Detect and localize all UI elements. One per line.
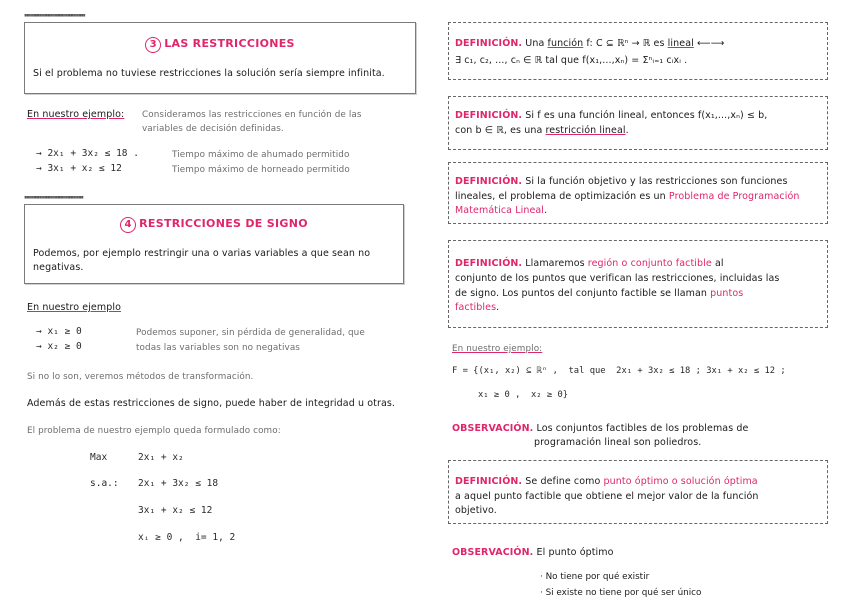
restriction-2: → 3x₁ + x₂ ≤ 12 bbox=[36, 163, 122, 174]
definition-5-line-2: a aquel punto factible que obtiene el mejor valor de la función bbox=[455, 491, 759, 502]
restriction-1: → 2x₁ + 3x₂ ≤ 18 . bbox=[36, 148, 139, 159]
definition-linear-function-box bbox=[448, 22, 828, 80]
observation-1-line-1: OBSERVACIÓN. Los conjuntos factibles de los problemas de bbox=[452, 423, 749, 434]
definition-4-line-4: factibles. bbox=[455, 302, 500, 313]
observation-1-line-2: programación lineal son poliedros. bbox=[534, 437, 702, 448]
integrity-text: Además de estas restricciones de signo, puede haber de integridad u otras. bbox=[27, 398, 396, 409]
transformation-text: Si no lo son, veremos métodos de transformación. bbox=[27, 372, 254, 382]
feasible-set-line-1: F = {(x₁, x₂) ⊆ ℝⁿ , tal que 2x₁ + 3x₂ ≤ 18 ; 3x₁ + x₂ ≤ 12 ; bbox=[452, 366, 786, 376]
model-constraint-2: 3x₁ + x₂ ≤ 12 bbox=[138, 505, 213, 516]
definition-3-line-1: DEFINICIÓN. Si la función objetivo y las restricciones son funciones bbox=[455, 176, 788, 187]
model-constraint-3: xᵢ ≥ 0 , i= 1, 2 bbox=[138, 532, 236, 543]
model-st-label: s.a.: bbox=[90, 478, 119, 489]
definition-2-line-2: con b ∈ ℝ, es una restricción lineal. bbox=[455, 125, 629, 136]
definition-4-line-2: conjunto de los puntos que verifican las restricciones, incluidas las bbox=[455, 273, 780, 284]
model-constraint-1: 2x₁ + 3x₂ ≤ 18 bbox=[138, 478, 219, 489]
definition-3-line-2: lineales, el problema de optimización es un Problema de Programación bbox=[455, 191, 800, 202]
restriction-2-note: Tiempo máximo de horneado permitido bbox=[172, 165, 350, 175]
sign-note-1: Podemos suponer, sin pérdida de generalidad, que bbox=[136, 328, 365, 338]
definition-5-line-3: objetivo. bbox=[455, 505, 497, 516]
example-3-label: En nuestro ejemplo: bbox=[452, 344, 543, 354]
double-arrow-icon: ⟵⟶ bbox=[697, 38, 725, 49]
restriction-1-note: Tiempo máximo de ahumado permitido bbox=[172, 150, 350, 160]
definition-4-line-1: DEFINICIÓN. Llamaremos región o conjunto factible al bbox=[455, 258, 724, 269]
definition-2-line-1: DEFINICIÓN. Si f es una función lineal, entonces f(x₁,...,xₙ) ≤ b, bbox=[455, 110, 768, 121]
definition-1-line-2: ∃ c₁, c₂, ..., cₙ ∈ ℝ tal que f(x₁,...,xₙ) = Σⁿᵢ₌₁ cᵢxᵢ . bbox=[455, 55, 688, 66]
model-objective: 2x₁ + x₂ bbox=[138, 452, 184, 463]
model-max-label: Max bbox=[90, 452, 108, 463]
definition-3-line-3: Matemática Lineal. bbox=[455, 205, 548, 216]
definition-1-line-1: DEFINICIÓN. Una función f: C ⊆ ℝⁿ → ℝ es lineal ⟵⟶ bbox=[455, 38, 725, 49]
definition-5-line-1: DEFINICIÓN. Se define como punto óptimo o solución óptima bbox=[455, 476, 758, 487]
section-4-text-2: negativas. bbox=[33, 262, 84, 273]
definition-lp-problem-box bbox=[448, 162, 828, 224]
section-4-number: 4 bbox=[120, 217, 136, 233]
notebook-spiral-top-2: ᑊᑊᑊᑊᑊᑊᑊᑊᑊᑊᑊᑊᑊᑊᑊᑊᑊᑊᑊᑊᑊᑊᑊᑊᑊᑊᑊᑊᑊᑊᑊᑊᑊᑊᑊᑊᑊᑊᑊᑊᑊᑊᑊᑊᑊᑊᑊᑊᑊᑊᑊᑊᑊᑊᑊᑊᑊᑊᑊᑊᑊᑊᑊᑊ bbox=[24, 196, 83, 204]
section-4-box bbox=[24, 204, 404, 284]
feasible-set-line-2: x₁ ≥ 0 , x₂ ≥ 0} bbox=[478, 390, 569, 400]
sign-constraint-2: → x₂ ≥ 0 bbox=[36, 341, 82, 352]
definition-feasible-region-box bbox=[448, 240, 828, 328]
observation-2-heading: OBSERVACIÓN. El punto óptimo bbox=[452, 547, 614, 558]
section-4-text-1: Podemos, por ejemplo restringir una o varias variables a que sean no bbox=[33, 248, 371, 259]
example-1-label: En nuestro ejemplo: bbox=[27, 109, 125, 120]
definition-4-line-3: de signo. Los puntos del conjunto factible se llaman puntos bbox=[455, 288, 744, 299]
notebook-spiral-top-1: ᑊᑊᑊᑊᑊᑊᑊᑊᑊᑊᑊᑊᑊᑊᑊᑊᑊᑊᑊᑊᑊᑊᑊᑊᑊᑊᑊᑊᑊᑊᑊᑊᑊᑊᑊᑊᑊᑊᑊᑊᑊᑊᑊᑊᑊᑊᑊᑊᑊᑊᑊᑊᑊᑊᑊᑊᑊᑊᑊᑊᑊᑊᑊᑊᑊᑊ bbox=[24, 14, 85, 22]
sign-constraint-1: → x₁ ≥ 0 bbox=[36, 326, 82, 337]
section-3-number: 3 bbox=[145, 37, 161, 53]
observation-2-bullet-1: · No tiene por qué existir bbox=[540, 572, 650, 582]
example-2-label: En nuestro ejemplo bbox=[27, 302, 121, 313]
section-4-title: 4 RESTRICCIONES DE SIGNO bbox=[25, 217, 403, 233]
section-3-text: Si el problema no tuviese restricciones la solución sería siempre infinita. bbox=[33, 68, 385, 79]
formulated-text: El problema de nuestro ejemplo queda formulado como: bbox=[27, 426, 281, 436]
sign-note-2: todas las variables son no negativas bbox=[136, 343, 300, 353]
example-1-text-1: Consideramos las restricciones en función de las bbox=[142, 110, 362, 120]
section-3-title: 3 LAS RESTRICCIONES bbox=[25, 37, 415, 53]
section-3-box bbox=[24, 22, 416, 94]
example-1-text-2: variables de decisión definidas. bbox=[142, 124, 284, 134]
observation-2-bullet-2: · Si existe no tiene por qué ser único bbox=[540, 588, 702, 598]
definition-optimal-point-box bbox=[448, 460, 828, 524]
definition-linear-restriction-box bbox=[448, 96, 828, 150]
